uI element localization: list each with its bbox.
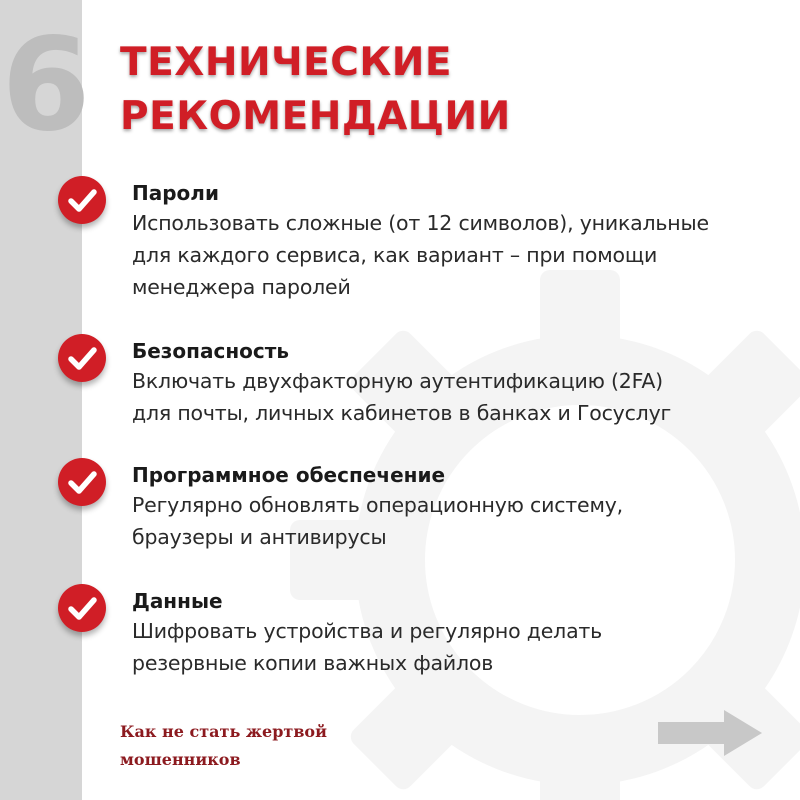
item-body-line: Использовать сложные (от 12 символов), уникальные (132, 211, 709, 235)
check-circle-icon (58, 176, 106, 224)
item-body-line: Шифровать устройства и регулярно делать (132, 619, 603, 643)
item-body-line: менеджера паролей (132, 275, 351, 299)
arrow-right-icon[interactable] (656, 708, 766, 758)
item-body-line: браузеры и антивирусы (132, 525, 387, 549)
page-title (120, 36, 511, 144)
item-body-line: для каждого сервиса, как вариант – при помощи (132, 243, 658, 267)
series-title-line-1: Как не стать жертвой (120, 722, 327, 741)
step-number: 6 (1, 11, 91, 160)
series-title (120, 718, 327, 774)
item-text (132, 587, 792, 679)
item-text (132, 337, 792, 429)
item-text (132, 461, 792, 553)
check-circle-icon (58, 334, 106, 382)
item-heading: Безопасность (132, 339, 289, 363)
item-body (132, 489, 792, 553)
title-line-1: ТЕХНИЧЕСКИЕ (120, 40, 453, 85)
item-body-line: Включать двухфакторную аутентификацию (2FA) (132, 369, 663, 393)
check-circle-icon (58, 458, 106, 506)
item-body (132, 207, 792, 303)
item-heading: Пароли (132, 181, 219, 205)
item-heading: Программное обеспечение (132, 463, 446, 487)
item-body (132, 365, 792, 429)
item-text (132, 179, 792, 303)
item-body-line: Регулярно обновлять операционную систему, (132, 493, 623, 517)
item-body (132, 615, 792, 679)
item-heading: Данные (132, 589, 223, 613)
item-body-line: для почты, личных кабинетов в банках и Госуслуг (132, 401, 672, 425)
series-title-line-2: мошенников (120, 750, 241, 769)
title-line-2: РЕКОМЕНДАЦИИ (120, 94, 511, 139)
check-circle-icon (58, 584, 106, 632)
item-body-line: резервные копии важных файлов (132, 651, 494, 675)
